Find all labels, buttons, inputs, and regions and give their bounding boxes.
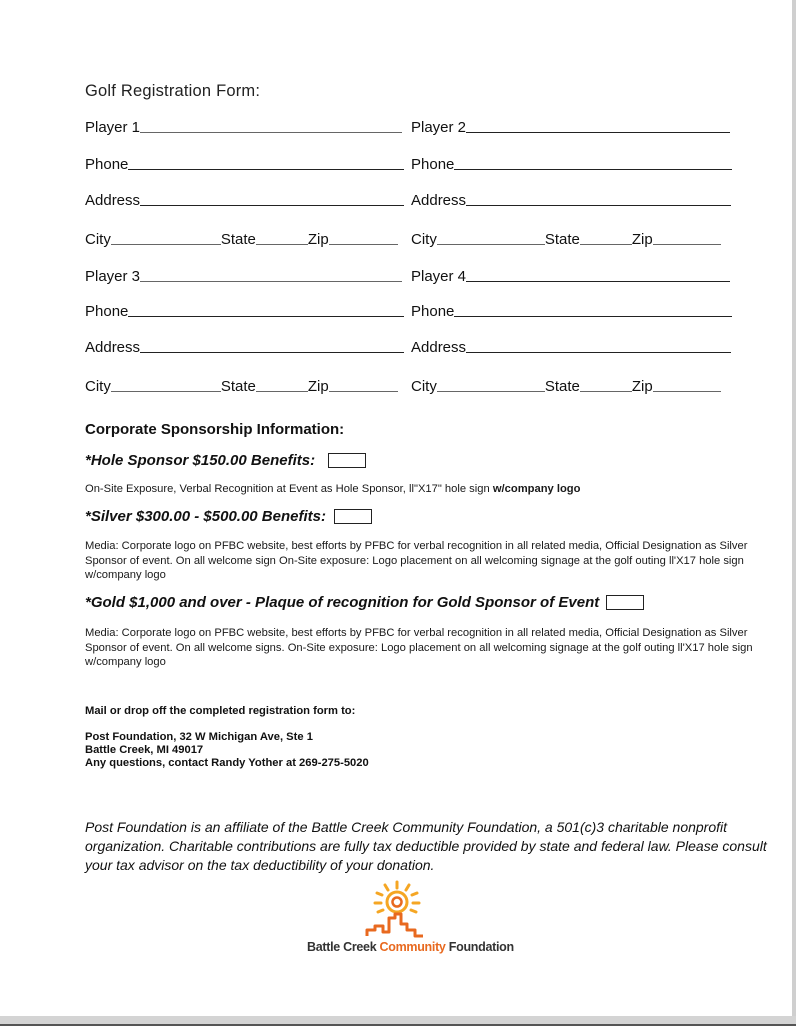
sponsorship-heading: Corporate Sponsorship Information:	[85, 421, 345, 438]
player-2-state-field[interactable]	[580, 244, 632, 245]
player-1-city-label: City	[85, 231, 111, 248]
tax-disclaimer: Post Foundation is an affiliate of the Battle Creek Community Foundation, a 501(c)3 charitable nonprofit organization. Charitable contributions are fully tax deductible provided by state and federal law. Please consult your tax advisor on the tax deductibility of your donation.	[85, 819, 767, 873]
logo-text-accent: Community	[379, 940, 446, 954]
logo-wordmark	[307, 940, 514, 954]
player-4-city-label: City	[411, 378, 437, 395]
player-1-phone-label: Phone	[85, 156, 129, 173]
player-3-address-field[interactable]	[140, 352, 404, 353]
mailing-instruction: Mail or drop off the completed registration form to:	[85, 705, 356, 717]
player-4-address-field[interactable]	[466, 352, 731, 353]
gold-sponsor-description: Media: Corporate logo on PFBC website, best efforts by PFBC for verbal recognition in all related media, Official Designation as Silver Sponsor of event. On all welcome signs. On-Site exposure: Logo placement on all welcoming signage at the golf outing ll'X17 hole sign w/company logo	[85, 627, 753, 668]
page-shadow-bottom	[0, 1016, 796, 1026]
player-4-address-row	[411, 334, 731, 356]
player-2-name-field[interactable]	[466, 132, 730, 133]
player-3-name-label: Player 3	[85, 268, 141, 285]
player-3-zip-field[interactable]	[329, 391, 398, 392]
player-1-name-row	[85, 114, 402, 136]
player-2-zip-label: Zip	[631, 231, 653, 248]
player-1-name-label: Player 1	[85, 119, 141, 136]
player-2-phone-field[interactable]	[454, 169, 732, 170]
player-2-address-field[interactable]	[466, 205, 731, 206]
player-4-name-label: Player 4	[411, 268, 467, 285]
player-3-name-row	[85, 263, 402, 285]
player-1-state-label: State	[220, 231, 256, 248]
player-1-address-label: Address	[85, 192, 141, 209]
player-3-city-field[interactable]	[111, 391, 221, 392]
logo-text-part1: Battle Creek	[307, 940, 380, 954]
player-1-city-field[interactable]	[111, 244, 221, 245]
player-2-phone-row	[411, 151, 732, 173]
hole-sponsor-benefits-text: On-Site Exposure, Verbal Recognition at Event as Hole Sponsor, ll"X17" hole sign	[85, 483, 493, 495]
player-3-zip-label: Zip	[307, 378, 329, 395]
player-2-city-row	[411, 226, 721, 248]
player-4-phone-label: Phone	[411, 303, 455, 320]
player-1-zip-field[interactable]	[329, 244, 398, 245]
player-3-city-row	[85, 373, 398, 395]
player-2-address-row	[411, 187, 731, 209]
mailing-address-line2: Battle Creek, MI 49017	[85, 744, 204, 756]
player-2-state-label: State	[544, 231, 580, 248]
gold-sponsor-checkbox[interactable]	[606, 595, 644, 610]
player-2-address-label: Address	[411, 192, 467, 209]
player-3-address-row	[85, 334, 404, 356]
silver-sponsor-checkbox[interactable]	[334, 509, 372, 524]
player-1-phone-row	[85, 151, 404, 173]
silver-sponsor-title: *Silver $300.00 - $500.00 Benefits:	[85, 508, 326, 525]
gold-sponsor-title: *Gold $1,000 and over - Plaque of recognition for Gold Sponsor of Event	[85, 594, 600, 611]
hole-sponsor-title: *Hole Sponsor $150.00 Benefits:	[85, 452, 316, 469]
hole-sponsor-tier	[85, 452, 366, 469]
player-1-name-field[interactable]	[140, 132, 402, 133]
player-4-name-row	[411, 263, 730, 285]
player-4-zip-label: Zip	[631, 378, 653, 395]
hole-sponsor-benefits-bold: w/company logo	[492, 483, 581, 495]
form-title: Golf Registration Form:	[85, 82, 261, 100]
player-4-city-row	[411, 373, 721, 395]
silver-sponsor-description: Media: Corporate logo on PFBC website, best efforts by PFBC for verbal recognition in all related media, Official Designation as Silver Sponsor of event. On all welcome sign On-Site exposure: Logo placement on all welcoming signage at the golf outing ll'X17 hole sign w/company logo	[85, 540, 748, 581]
player-4-phone-row	[411, 298, 732, 320]
hole-sponsor-checkbox[interactable]	[328, 453, 366, 468]
player-4-state-field[interactable]	[580, 391, 632, 392]
player-3-city-label: City	[85, 378, 111, 395]
player-4-address-label: Address	[411, 339, 467, 356]
player-4-name-field[interactable]	[466, 281, 730, 282]
bccf-logo	[305, 880, 514, 960]
player-3-name-field[interactable]	[140, 281, 402, 282]
mailing-address-line1: Post Foundation, 32 W Michigan Ave, Ste 1	[85, 731, 313, 743]
player-1-state-field[interactable]	[256, 244, 308, 245]
player-2-city-field[interactable]	[437, 244, 545, 245]
player-1-city-row	[85, 226, 398, 248]
player-1-phone-field[interactable]	[128, 169, 404, 170]
player-3-state-field[interactable]	[256, 391, 308, 392]
player-1-zip-label: Zip	[307, 231, 329, 248]
player-2-zip-field[interactable]	[653, 244, 721, 245]
logo-text-part2: Foundation	[445, 940, 514, 954]
mailing-contact: Any questions, contact Randy Yother at 269-275-5020	[85, 757, 369, 769]
player-4-city-field[interactable]	[437, 391, 545, 392]
player-1-address-row	[85, 187, 404, 209]
player-3-address-label: Address	[85, 339, 141, 356]
player-2-phone-label: Phone	[411, 156, 455, 173]
player-4-phone-field[interactable]	[454, 316, 732, 317]
player-3-state-label: State	[220, 378, 256, 395]
player-3-phone-field[interactable]	[128, 316, 404, 317]
player-4-zip-field[interactable]	[653, 391, 721, 392]
player-2-city-label: City	[411, 231, 437, 248]
hole-sponsor-description	[85, 482, 775, 497]
gold-sponsor-tier	[85, 594, 644, 611]
player-1-address-field[interactable]	[140, 205, 404, 206]
silver-sponsor-tier	[85, 508, 372, 525]
player-2-name-row	[411, 114, 730, 136]
player-3-phone-row	[85, 298, 404, 320]
player-2-name-label: Player 2	[411, 119, 467, 136]
sun-skyline-icon	[305, 880, 495, 942]
player-4-state-label: State	[544, 378, 580, 395]
player-3-phone-label: Phone	[85, 303, 129, 320]
page-shadow-right	[792, 0, 796, 1016]
